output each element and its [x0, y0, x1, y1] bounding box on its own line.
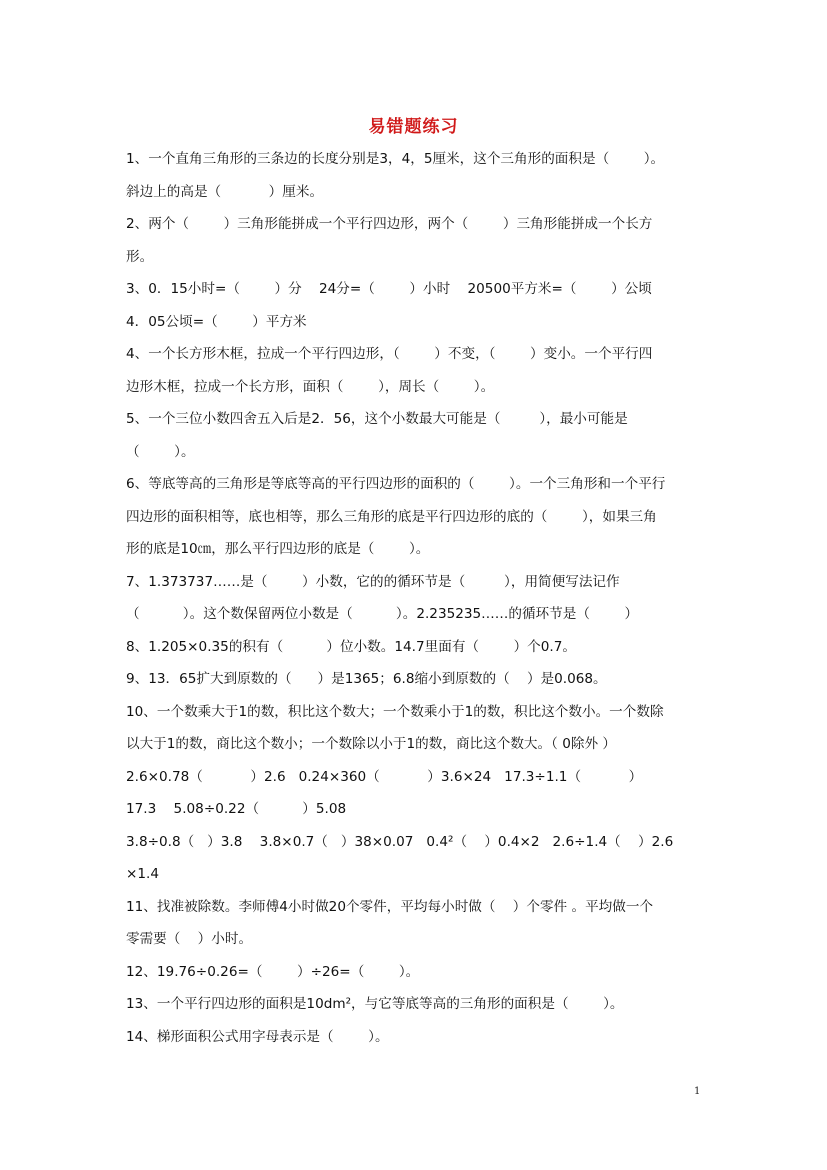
text-line: ×1.4 [126, 866, 160, 882]
page-number: 1 [694, 1086, 701, 1097]
text-line: 10、一个数乘大于1的数，积比这个数大；一个数乘小于1的数，积比这个数小。一个数除 [126, 703, 664, 720]
text-line: 8、1.205×0.35的积有（ ）位小数。14.7里面有（ ）个0.7。 [126, 638, 576, 655]
text-line: 17.3 5.08÷0.22（ ）5.08 [126, 801, 347, 817]
text-line: 6、等底等高的三角形是等底等高的平行四边形的面积的（ ）。一个三角形和一个平行 [126, 476, 666, 492]
text-line: 13、一个平行四边形的面积是10dm²，与它等底等高的三角形的面积是（ ）。 [126, 996, 624, 1012]
text-line: 斜边上的高是（ ）厘米。 [126, 183, 324, 200]
text-line: 14、梯形面积公式用字母表示是（ ）。 [126, 1028, 389, 1045]
text-line: 以大于1的数，商比这个数小；一个数除以小于1的数，商比这个数大。（ 0除外 ） [126, 736, 616, 752]
text-line: 形的底是10㎝，那么平行四边形的底是（ ）。 [126, 541, 430, 557]
text-line: 3.8÷0.8（ ）3.8 3.8×0.7（ ）38×0.07 0.4²（ ）0.4×2 2.6÷1.4（ ）2.6 [126, 833, 674, 850]
text-line: 11、找准被除数。李师傅4小时做20个零件，平均每小时做（ ）个零件 。平均做一个 [126, 898, 654, 915]
text-line: 7、1.373737……是（ ）小数，它的的循环节是（ ），用简便写法记作 [126, 573, 620, 590]
text-line: 12、19.76÷0.26=（ ）÷26=（ ）。 [126, 963, 420, 980]
text-line: 四边形的面积相等，底也相等，那么三角形的底是平行四边形的底的（ ），如果三角 [126, 508, 657, 525]
exercise-lines [126, 146, 716, 1056]
text-line: 9、13．65扩大到原数的（ ）是1365；6.8缩小到原数的（ ）是0.068。 [126, 671, 607, 687]
text-line: 5、一个三位小数四舍五入后是2．56，这个小数最大可能是（ ），最小可能是 [126, 411, 628, 427]
text-line: 形。 [126, 248, 154, 265]
text-line: 4．05公顷=（ ）平方米 [126, 313, 307, 330]
text-line: （ ）。 [126, 443, 195, 460]
text-line: 2、两个（ ）三角形能拼成一个平行四边形，两个（ ）三角形能拼成一个长方 [126, 216, 653, 232]
text-line: 3、0．15小时=（ ）分 24分=（ ）小时 20500平方米=（ ）公顷 [126, 281, 652, 297]
text-line: 2.6×0.78（ ）2.6 0.24×360（ ）3.6×24 17.3÷1.1（ ） [126, 768, 643, 785]
page-title: 易错题练习 [368, 117, 459, 137]
text-line: 边形木框，拉成一个长方形，面积（ ），周长（ ）。 [126, 378, 495, 395]
text-line: 1、一个直角三角形的三条边的长度分别是3，4，5厘米，这个三角形的面积是（ ）。 [126, 151, 665, 167]
text-line: （ ）。这个数保留两位小数是（ ）。2.235235……的循环节是（ ） [126, 606, 639, 622]
text-line: 零需要（ ）小时。 [126, 931, 253, 947]
text-line: 4、一个长方形木框，拉成一个平行四边形，（ ）不变，（ ）变小。一个平行四 [126, 346, 653, 362]
